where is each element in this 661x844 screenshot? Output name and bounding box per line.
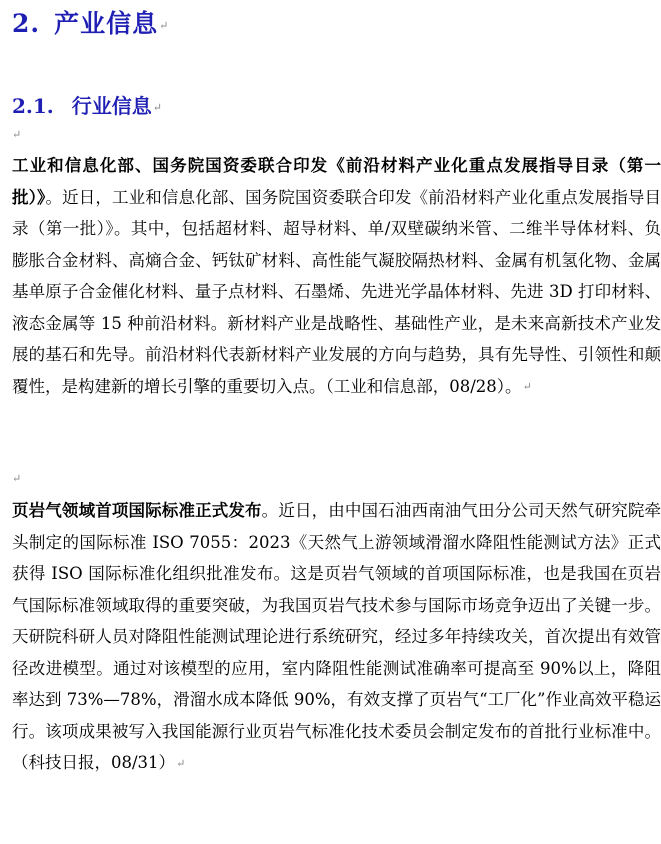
subsection-heading	[12, 90, 162, 119]
section-title: 产业信息	[54, 9, 159, 38]
paragraph-mark-icon: ↵	[152, 101, 162, 114]
paragraph-mark-icon: ↵	[176, 756, 186, 770]
article-paragraph	[12, 495, 661, 779]
empty-paragraph-mark-icon: ↵	[12, 128, 22, 141]
article-paragraph	[12, 150, 661, 403]
article-headline: 页岩气领域首项国际标准正式发布	[12, 501, 262, 520]
article-body: 。近日，工业和信息化部、国务院国资委联合印发《前沿材料产业化重点发展指导目录（第一批）》。其中，包括超材料、超导材料、单/双壁碳纳米管、二维半导体材料、负膨胀合金材料、高熵合金、钙钛矿材料、高性能气凝胶隔热材料、金属有机氢化物、金属基单原子合金催化材料、量子点材料、石墨烯、先进光学晶体材料、先进 3D 打印材料、液态金属等 15 种前沿材料。新材料产业是战略性、基础性产业，是未来高新技术产业发展的基石和先导。前沿材料代表新材料产业发展的方向与趋势，具有先导性、引领性和颠覆性，是构建新的增长引擎的重要切入点。（工业和信息部，08/28）。	[12, 187, 661, 396]
paragraph-mark-icon: ↵	[522, 380, 532, 394]
section-heading	[12, 4, 169, 40]
article-headline: 工业和信息化部、国务院国资委联合印发《前沿材料产业化重点发展指导目录（第一批）》	[12, 156, 661, 207]
subsection-title: 行业信息	[71, 94, 152, 118]
section-number: 2.	[12, 9, 41, 38]
empty-paragraph-mark-icon: ↵	[12, 472, 22, 485]
article-body: 。近日，由中国石油西南油气田分公司天然气研究院牵头制定的国际标准 ISO 7055：2023《天然气上游领域滑溜水降阻性能测试方法》正式获得 ISO 国际标准化组织批准发布。这是页岩气领域的首项国际标准，也是我国在页岩气国际标准领域取得的重要突破，为我国页岩气技术参与国际市场竞争迈出了关键一步。天研院科研人员对降阻性能测试理论进行系统研究，经过多年持续攻关，首次提出有效管径改进模型。通过对该模型的应用，室内降阻性能测试准确率可提高至 90%以上，降阻率达到 73%—78%，滑溜水成本降低 90%，有效支撑了页岩气“工厂化”作业高效平稳运行。该项成果被写入我国能源行业页岩气标准化技术委员会制定发布的首批行业标准中。（科技日报，08/31）	[12, 501, 661, 772]
paragraph-mark-icon: ↵	[159, 19, 170, 32]
subsection-number: 2.1.	[12, 94, 54, 118]
